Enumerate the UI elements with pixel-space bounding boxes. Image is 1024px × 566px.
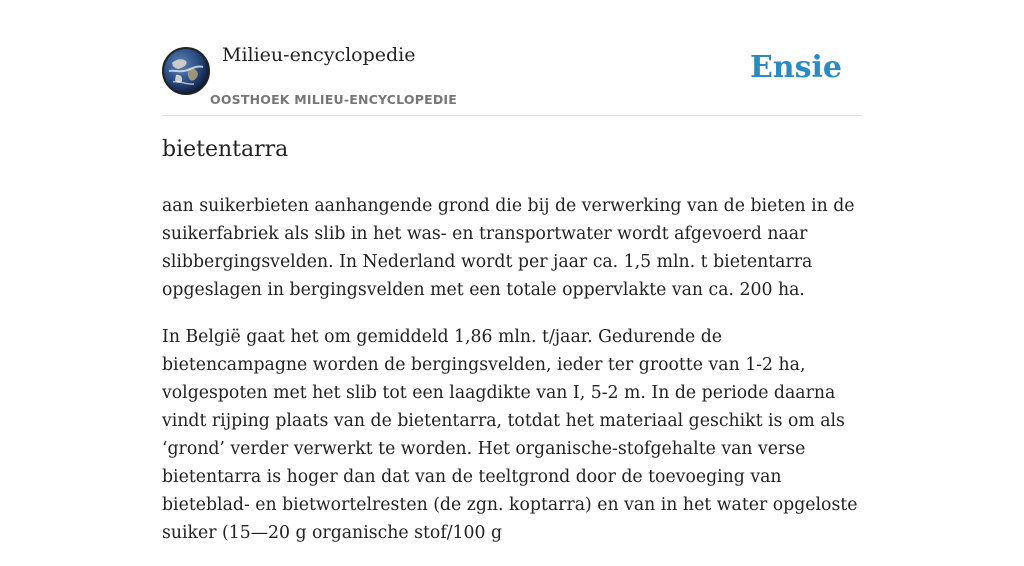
- site-header: [162, 40, 862, 116]
- earth-globe-icon[interactable]: [162, 47, 210, 95]
- entry-definition: [162, 192, 862, 566]
- definition-paragraph: aan suikerbieten aanhangende grond die bij de verwerking van de bieten in de suikerfabriek als slib in het was- en transportwater wordt afgevoerd naar slibbergingsvelden. In Nederland wordt per jaar ca. 1,5 mln. t bietentarra opgeslagen in bergingsvelden met een totale oppervlakte van ca. 200 ha.: [162, 196, 855, 300]
- site-subtitle[interactable]: OOSTHOEK MILIEU-ENCYCLOPEDIE: [210, 92, 457, 107]
- entry-term-heading: bietentarra: [162, 137, 289, 162]
- definition-paragraph: In België gaat het om gemiddeld 1,86 mln. t/jaar. Gedurende de bietencampagne worden de bergingsvelden, ieder ter grootte van 1-2 ha, volgespoten met het slib tot een laagdikte van I, 5-2 m. In de periode daarna vindt rijping plaats van de bietentarra, totdat het materiaal geschikt is om als ‘grond’ verder verwerkt te worden. Het organische-stofgehalte van verse bietentarra is hoger dan dat van de teeltgrond door de toevoeging van bieteblad- en bietwortelresten (de zgn. koptarra) en van in het water opgeloste suiker (15—20 g organische stof/100 g: [162, 327, 858, 543]
- ensie-brand-link[interactable]: Ensie: [749, 50, 842, 85]
- site-title[interactable]: Milieu-encyclopedie: [222, 44, 416, 66]
